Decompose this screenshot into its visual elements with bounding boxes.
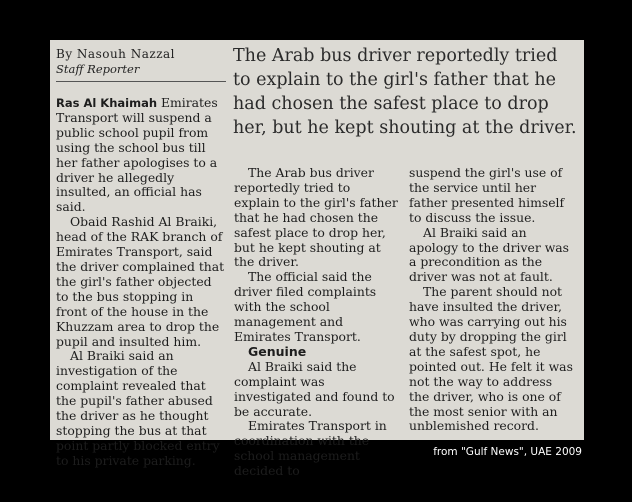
paragraph: Obaid Rashid Al Braiki, head of the RAK branch of Emirates Transport, said the driver complained that the girl's father objected to the bus stopping in front of the house in the Khuzzam area to drop the pupil and insulted him. — [56, 214, 225, 349]
article-column-1 — [56, 96, 226, 469]
dateline: Ras Al Khaimah — [56, 96, 158, 110]
paragraph: The parent should not have insulted the driver, who was carrying out his duty by dropping the girl at the safest spot, he pointed out. He felt it was not the way to address the driver, who is one of the most senior with an unblemished record. — [409, 284, 573, 434]
byline — [56, 46, 226, 82]
paragraph: The Arab bus driver reportedly tried to explain to the girl's father that he had chosen the safest place to drop her, but he kept shouting at the driver. — [234, 165, 398, 270]
lead-text: Emirates Transport will suspend a public school pupil from using the school bus till her father apologises to a driver he allegedly insulted, an official has said. — [56, 95, 218, 215]
byline-name: By Nasouh Nazzal — [56, 47, 176, 61]
byline-role: Staff Reporter — [56, 62, 140, 76]
paragraph: Al Braiki said an apology to the driver was a precondition as the driver was not at fault. — [409, 224, 570, 285]
source-credit: from "Gulf News", UAE 2009 — [433, 446, 582, 458]
lead-paragraph — [56, 96, 226, 215]
paragraph: The official said the driver filed complaints with the school management and Emirates Transport. — [234, 269, 377, 344]
paragraph: Al Braiki said the complaint was investigated and found to be accurate. — [234, 358, 395, 419]
pullquote: The Arab bus driver reportedly tried to explain to the girl's father that he had chosen the safest place to drop her, but he kept shouting at the driver. — [233, 46, 577, 138]
article-column-3 — [409, 166, 574, 434]
paragraph: Emirates Transport in coordination with the school management decided to — [234, 418, 387, 479]
subheading: Genuine — [248, 343, 307, 359]
paragraph: Al Braiki said an investigation of the complaint revealed that the pupil's father abused the driver as he thought stopping the bus at that point partly blocked entry to his private parking. — [56, 348, 220, 468]
byline-divider — [56, 81, 226, 82]
paragraph: suspend the girl's use of the service until her father presented himself to discuss the issue. — [409, 165, 565, 225]
article-column-2 — [234, 166, 399, 479]
